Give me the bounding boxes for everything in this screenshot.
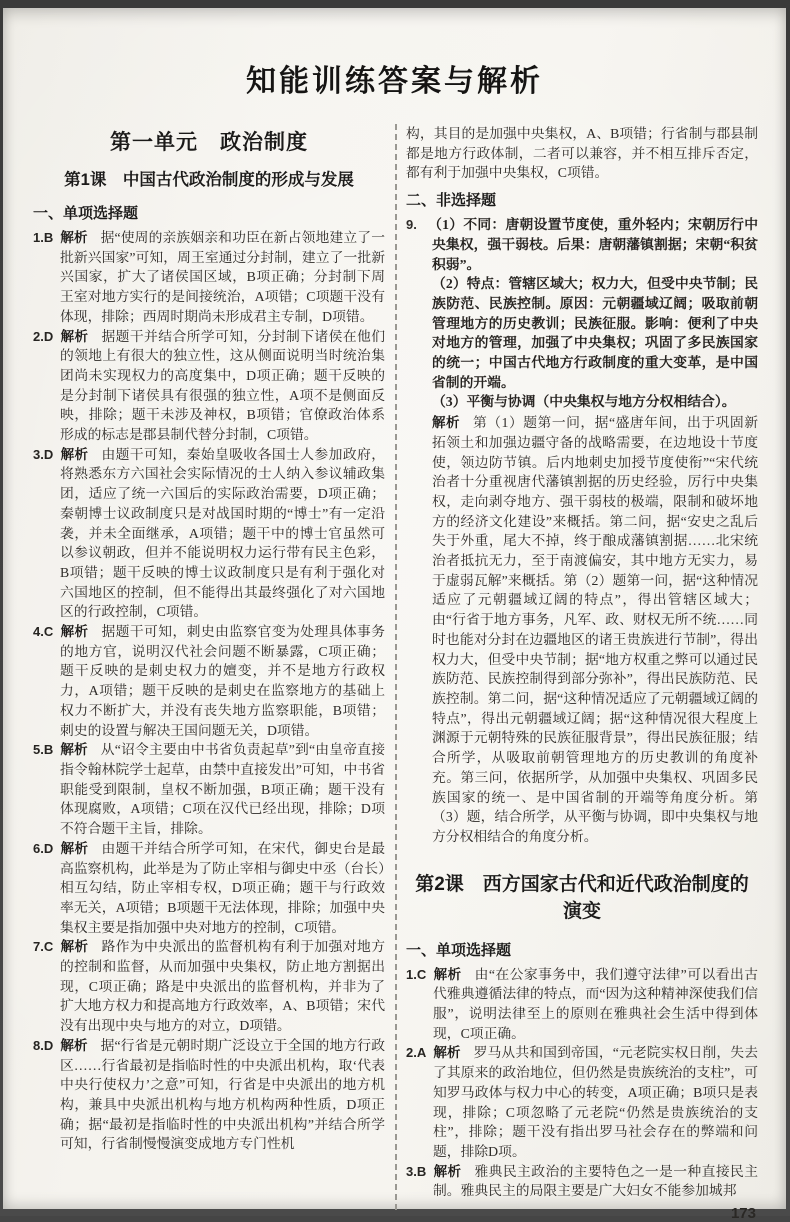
analysis-text: 从“诏令主要由中书省负责起草”到“由皇帝直接指令翰林院学士起草，由禁中直接发出”可知，中书省职能受到限制，皇权不断加强，B项正确；题干没有体现腐败，A项错；C项在汉代已经出现，排除；D项不符合题干主旨，排除。 xyxy=(60,742,385,836)
analysis-label: 解析 xyxy=(433,1164,461,1179)
answer-item-7 xyxy=(33,937,385,1036)
analysis-label: 解析 xyxy=(60,447,88,462)
analysis-text: 路作为中央派出的监督机构有利于加强对地方的控制和监督，从而加强中央集权，防止地方割据出现，C项正确；路是中央派出的监督机构，并非为了扩大地方权力和提高地方行政效率，A、B项错；宋代没有出现中央与地方的对立，D项错。 xyxy=(60,939,385,1033)
lesson-1-title: 第1课 中国古代政治制度的形成与发展 xyxy=(33,166,385,190)
analysis-text: 由题干可知，秦始皇吸收各国士人参加政府，将熟悉东方六国社会实际情况的士人纳入参议辅政集团，适应了统一六国后的实际政治需要，D项正确；秦朝博士议政制度只是对战国时期的“博士”有一定沿袭，并未全面继承，A项错；题干中的博士官虽然可以参议朝政，但并不能说明权力运行带有民主色彩，B项错；题干反映的博士议政制度只是有利于强化对六国地区的控制，但不能得出其最终强化了对六国地区的行政控制，C项错。 xyxy=(60,447,385,620)
item-number: 2.A xyxy=(406,1045,426,1060)
question-9-analysis xyxy=(432,413,758,846)
page-number: 173 xyxy=(406,1205,758,1222)
analysis-label: 解析 xyxy=(60,841,88,856)
analysis-text: 雅典民主政治的主要特色之一是一种直接民主制。雅典民主的局限主要是广大妇女不能参加城邦 xyxy=(433,1164,758,1199)
analysis-text: 第（1）题第一问，据“盛唐年间，出于巩固新拓领土和加强边疆守备的战略需要，在边地设十节度使，领边防节镇。后内地刺史加授节度使衔”“宋代统治者十分重视唐代藩镇割据的历史经验，厉行中央集权，走向剥夺地方、强干弱枝的极端，限制和破坏地方的经济文化建设”来概括。第二问，据“安史之乱后失于外重，尾大不掉，终于酿成藩镇割据……北宋统治者抵抗无力，至于南渡偏安，其中地方无实力，易于虚弱瓦解”来概括。第（2）题第一问，据“这种情况适应了元朝疆域辽阔的特点”，得出管辖区域大；由“行省于地方事务，凡军、政、财权无所不统……同时也能对分封在边疆地区的诸王贵族进行节制”，得出权力大，但受中央节制；据“地方权重之弊可以通过民族防范、民族控制得到部分弥补”，得出民族防范、民族控制。第二问，据“这种情况适应了元朝疆域辽阔的特点”，得出元朝疆域辽阔；据“这种情况很大程度上渊源于元朝特殊的民族征服背景”，得出民族征服；结合所学，从吸取前朝管理地方的历史教训的角度补充。第三问，依据所学，从加强中央集权、巩固多民族国家的统一、是中国省制的开端等角度分析。第（3）题，结合所学，从平衡与协调，即中央集权与地方分权相结合的角度分析。 xyxy=(432,415,758,844)
analysis-text: 据题干可知，刺史由监察官变为处理具体事务的地方官，说明汉代社会问题不断暴露，C项正确；题干反映的是刺史权力的嬗变，并不是地方行政权力，A项错；题干反映的是刺史在监察地方的基础上权力不断扩大，并没有丧失地方监察职能，B项错；刺史的设置与解决王国问题无关，D项错。 xyxy=(60,624,385,738)
analysis-text: 罗马从共和国到帝国，“元老院实权日削，失去了其原来的政治地位，但仍然是贵族统治的支柱”，可知罗马政体与权力中心的转变，A项正确；B项只是表现，排除；C项忽略了元老院“仍然是贵族统治的支柱”，排除；题干没有指出罗马社会存在的弊端和问题，排除D项。 xyxy=(433,1045,758,1159)
analysis-text: 据“行省是元朝时期广泛设立于全国的地方行政区……行省最初是指临时性的中央派出机构，取‘代表中央行使权力’之意”可知，行省是中央派出的地方机构，兼具中央派出机构与地方机构两种性质，D项正确；据“最初是指临时性的中央派出机构”并结合所学可知，行省制慢慢演变成地方专门性机 xyxy=(60,1038,385,1152)
item-number: 9. xyxy=(406,217,417,232)
answer-item-8 xyxy=(33,1036,385,1154)
item-number: 3.B xyxy=(406,1164,426,1179)
analysis-label: 解析 xyxy=(60,742,88,757)
analysis-label: 解析 xyxy=(60,329,88,344)
answer-item-4 xyxy=(33,622,385,740)
left-column xyxy=(33,122,385,1222)
answer-item-1 xyxy=(33,228,385,327)
answer-text: （2）特点：管辖区域大；权力大，但受中央节制；民族防范、民族控制。原因：元朝疆域辽阔；吸取前朝管理地方的历史教训；民族征服。影响：便利了中央对地方的管理，加强了中央集权；巩固了多民族国家的统一；中国古代地方行政制度的重大变革，是中国省制的开端。 xyxy=(432,276,758,390)
answer-item-1 xyxy=(406,965,758,1044)
answer-text: （3）平衡与协调（中央集权与地方分权相结合）。 xyxy=(432,394,736,409)
item-number: 2.D xyxy=(33,329,53,344)
analysis-label: 解析 xyxy=(60,230,87,245)
answer-item-3 xyxy=(406,1162,758,1201)
lesson-2-title: 第2课 西方国家古代和近代政治制度的演变 xyxy=(406,871,758,925)
analysis-label: 解析 xyxy=(433,1045,460,1060)
question-9-answer-2 xyxy=(432,274,758,392)
item-number: 5.B xyxy=(33,742,53,757)
answer-item-5 xyxy=(33,740,385,839)
analysis-label: 解析 xyxy=(60,624,88,639)
item-number: 1.B xyxy=(33,230,53,245)
answer-page xyxy=(3,8,786,1209)
analysis-text: 据“使周的亲族姻亲和功臣在新占领地建立了一批新兴国家”可知，周王室通过分封制，建立了一批新兴国家，扩大了诸侯国区域，B项正确；分封制下周王室对地方实行的是间接统治，A项错；C项题干没有体现，排除；西周时期尚未形成君主专制，D项错。 xyxy=(60,230,385,324)
question-9-answer-1 xyxy=(432,215,758,274)
analysis-label: 解析 xyxy=(60,1038,87,1053)
analysis-text: 由题干并结合所学可知，在宋代，御史台是最高监察机构，此举是为了防止宰相与御史中丞（台长）相互勾结，防止宰相专权，D项正确；题干与行政效率无关，A项错；B项题干无法体现，排除；加强中央集权主要是指加强中央对地方的控制，C项错。 xyxy=(60,841,385,935)
analysis-text: 据题干并结合所学可知，分封制下诸侯在他们的领地上有很大的独立性，这从侧面说明当时统治集团尚未实现权力的高度集中，D项正确；题干反映的是分封制下诸侯具有很强的独立性，A项不是侧面反映，排除；题干未涉及神权，B项错；官僚政治体系形成的标志是郡县制代替分封制，C项错。 xyxy=(60,329,385,443)
item-number: 4.C xyxy=(33,624,53,639)
question-9-answer-3 xyxy=(432,392,758,412)
answer-item-2 xyxy=(406,1043,758,1161)
unit-1-title: 第一单元 政治制度 xyxy=(33,126,385,156)
answer-text: （1）不同：唐朝设置节度使，重外轻内；宋朝厉行中央集权，强干弱枝。后果：唐朝藩镇割据；宋朝“积贫积弱”。 xyxy=(428,217,758,271)
analysis-label: 解析 xyxy=(60,939,88,954)
column-divider xyxy=(395,124,397,1210)
answer-item-6 xyxy=(33,839,385,938)
item-number: 6.D xyxy=(33,841,53,856)
answer-item-3 xyxy=(33,445,385,622)
question-9-block xyxy=(406,215,758,847)
analysis-label: 解析 xyxy=(433,967,461,982)
item-number: 7.C xyxy=(33,939,53,954)
item-number: 8.D xyxy=(33,1038,53,1053)
item-number: 3.D xyxy=(33,447,53,462)
section-heading-single-choice-2: 一、单项选择题 xyxy=(406,939,758,960)
section-heading-non-choice: 二、非选择题 xyxy=(406,189,758,210)
section-heading-single-choice: 一、单项选择题 xyxy=(33,202,385,223)
item-8-continuation: 构，其目的是加强中央集权，A、B项错；行省制与郡县制都是地方行政体制，二者可以兼容，并不相互排斥否定，都有利于加强中央集权，C项错。 xyxy=(406,124,758,183)
page-title: 知能训练答案与解析 xyxy=(3,56,786,100)
analysis-label: 解析 xyxy=(432,415,460,430)
right-column xyxy=(406,122,758,1222)
two-column-layout xyxy=(3,122,786,1222)
item-number: 1.C xyxy=(406,967,426,982)
analysis-text: 由“在公家事务中，我们遵守法律”可以看出古代雅典遵循法律的特点，而“因为这种精神深使我们信服”，说明法律至上的原则在雅典社会生活中得到体现，C项正确。 xyxy=(433,967,758,1041)
answer-item-2 xyxy=(33,327,385,445)
